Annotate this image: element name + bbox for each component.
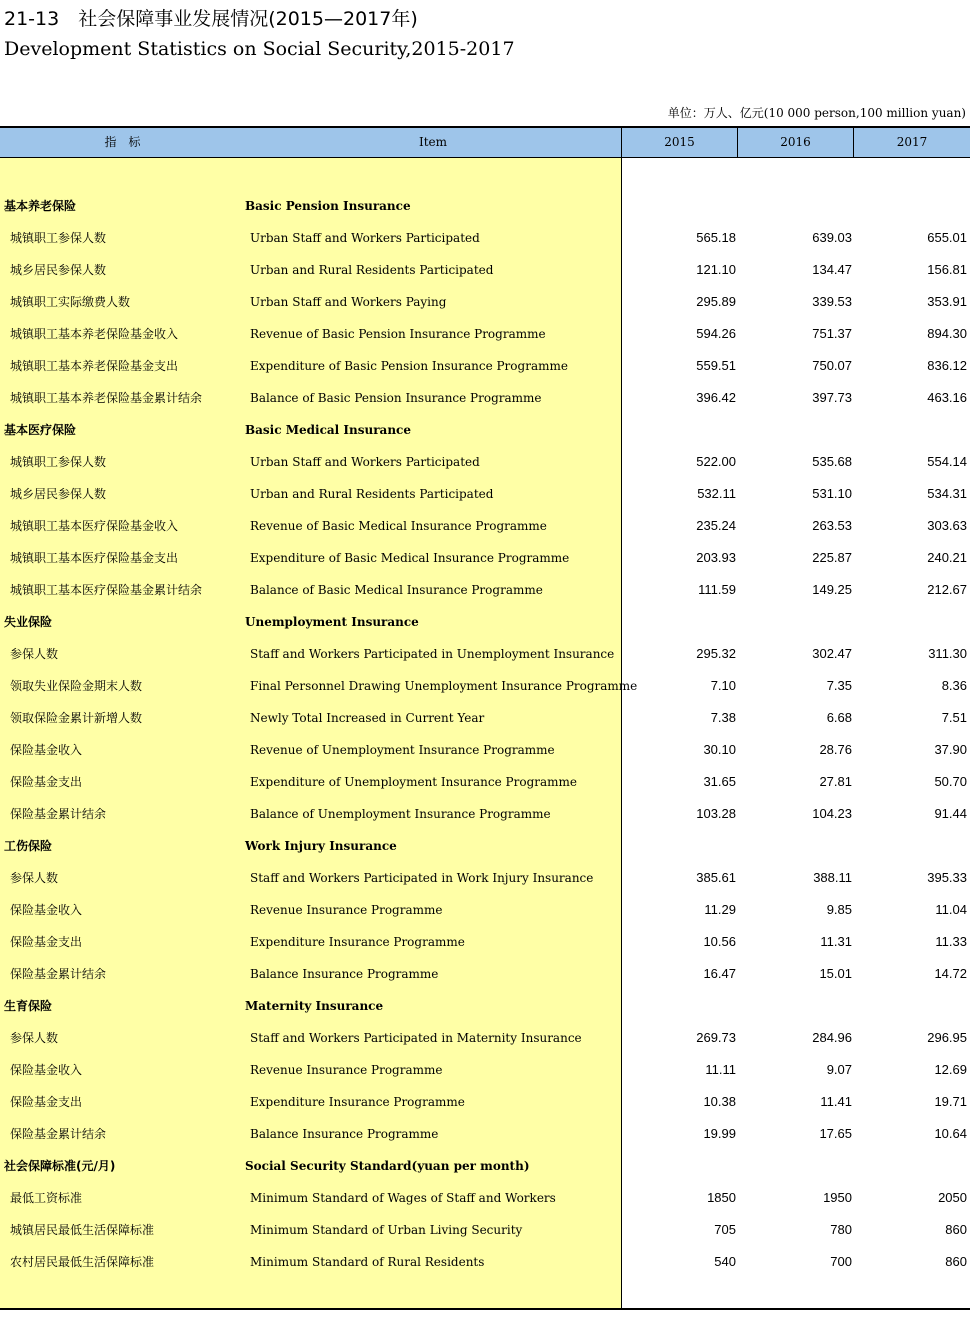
indicator-en: Revenue of Unemployment Insurance Programme [250, 743, 555, 757]
header-divider [621, 128, 622, 157]
statistics-table [0, 126, 970, 1310]
table-row [0, 510, 970, 542]
value-2016: 11.31 [820, 934, 852, 949]
indicator-cn: 社会保障标准(元/月) [4, 1159, 116, 1173]
indicator-cn: 城镇居民最低生活保障标准 [10, 1223, 155, 1237]
value-2016 [752, 830, 852, 862]
value-2017: 554.14 [927, 454, 967, 469]
indicator-en: Balance of Basic Pension Insurance Programme [250, 391, 542, 405]
indicator-cn: 参保人数 [10, 1031, 59, 1045]
value-2016: 1950 [823, 1190, 852, 1205]
header-divider [853, 128, 854, 157]
section-row [0, 414, 970, 446]
value-2016: 7.35 [826, 678, 852, 693]
indicator-en: Minimum Standard of Wages of Staff and Workers [250, 1191, 556, 1205]
value-2016: 263.53 [812, 518, 852, 533]
indicator-cn: 城镇职工基本养老保险基金支出 [10, 359, 179, 373]
header-item: Item [418, 135, 448, 149]
indicator-cn: 最低工资标准 [10, 1191, 83, 1205]
value-2015: 30.10 [703, 742, 736, 757]
page-title-en: Development Statistics on Social Security,2015-2017 [4, 38, 515, 60]
table-row [0, 926, 970, 958]
value-2016: 11.41 [820, 1094, 852, 1109]
value-2015: 559.51 [696, 358, 736, 373]
table-row [0, 350, 970, 382]
indicator-en: Balance of Basic Medical Insurance Programme [250, 583, 543, 597]
indicator-en: Urban Staff and Workers Participated [250, 231, 480, 245]
indicator-en: Newly Total Increased in Current Year [250, 711, 485, 725]
table-row [0, 798, 970, 830]
indicator-cn: 城乡居民参保人数 [10, 263, 107, 277]
indicator-en: Final Personnel Drawing Unemployment Insurance Programme [250, 679, 638, 693]
table-row [0, 478, 970, 510]
table-row [0, 1054, 970, 1086]
section-row [0, 606, 970, 638]
value-2016: 284.96 [812, 1030, 852, 1045]
indicator-en: Revenue Insurance Programme [250, 903, 443, 917]
value-2016: 302.47 [812, 646, 852, 661]
table-row [0, 638, 970, 670]
table-row [0, 894, 970, 926]
value-2016: 397.73 [812, 390, 852, 405]
indicator-en: Expenditure Insurance Programme [250, 935, 465, 949]
value-2017 [867, 414, 967, 446]
value-2016: 531.10 [812, 486, 852, 501]
value-2016: 9.07 [826, 1062, 852, 1077]
indicator-en: Basic Pension Insurance [245, 199, 411, 213]
value-2016: 17.65 [819, 1126, 852, 1141]
value-2015: 7.10 [710, 678, 736, 693]
value-2015: 522.00 [696, 454, 736, 469]
value-2017: 10.64 [934, 1126, 967, 1141]
indicator-cn: 保险基金支出 [10, 935, 83, 949]
value-2016 [752, 1150, 852, 1182]
value-2015: 396.42 [696, 390, 736, 405]
value-2016: 104.23 [812, 806, 852, 821]
table-row [0, 382, 970, 414]
indicator-en: Expenditure Insurance Programme [250, 1095, 465, 1109]
value-2015: 594.26 [696, 326, 736, 341]
value-2017: 860 [945, 1254, 967, 1269]
indicator-cn: 基本养老保险 [4, 199, 77, 213]
value-2016 [752, 414, 852, 446]
section-row [0, 990, 970, 1022]
indicator-en: Unemployment Insurance [245, 615, 419, 629]
indicator-cn: 保险基金收入 [10, 903, 83, 917]
value-2017 [867, 990, 967, 1022]
table-row [0, 1214, 970, 1246]
indicator-cn: 保险基金累计结余 [10, 807, 107, 821]
header-year-2015: 2015 [664, 135, 695, 149]
table-row [0, 734, 970, 766]
table-row [0, 702, 970, 734]
value-2017: 240.21 [927, 550, 967, 565]
value-2017: 91.44 [934, 806, 967, 821]
table-row [0, 574, 970, 606]
value-2017: 212.67 [927, 582, 967, 597]
indicator-en: Balance Insurance Programme [250, 1127, 439, 1141]
value-2016: 700 [830, 1254, 852, 1269]
table-header [0, 128, 970, 157]
value-2017: 156.81 [927, 262, 967, 277]
value-2017: 303.63 [927, 518, 967, 533]
value-2016: 225.87 [812, 550, 852, 565]
table-row [0, 446, 970, 478]
indicator-cn: 城镇职工基本医疗保险基金支出 [10, 551, 179, 565]
indicator-cn: 生育保险 [4, 999, 53, 1013]
value-2017: 2050 [938, 1190, 967, 1205]
value-2016: 780 [830, 1222, 852, 1237]
indicator-en: Urban Staff and Workers Paying [250, 295, 447, 309]
indicator-cn: 失业保险 [4, 615, 53, 629]
table-row [0, 766, 970, 798]
indicator-cn: 参保人数 [10, 647, 59, 661]
section-row [0, 1150, 970, 1182]
value-2015: 1850 [707, 1190, 736, 1205]
indicator-en: Social Security Standard(yuan per month) [245, 1159, 530, 1173]
indicator-en: Balance Insurance Programme [250, 967, 439, 981]
value-2015: 295.32 [696, 646, 736, 661]
value-2016: 28.76 [819, 742, 852, 757]
indicator-en: Revenue Insurance Programme [250, 1063, 443, 1077]
indicator-en: Minimum Standard of Urban Living Security [250, 1223, 523, 1237]
value-2016 [752, 990, 852, 1022]
indicator-cn: 城镇职工实际缴费人数 [10, 295, 131, 309]
table-row [0, 1182, 970, 1214]
value-2017: 37.90 [934, 742, 967, 757]
indicator-cn: 保险基金支出 [10, 1095, 83, 1109]
value-2017: 12.69 [934, 1062, 967, 1077]
table-row [0, 542, 970, 574]
indicator-cn: 保险基金收入 [10, 1063, 83, 1077]
value-2017: 860 [945, 1222, 967, 1237]
unit-note: 单位：万人、亿元(10 000 person,100 million yuan) [667, 106, 966, 120]
table-row [0, 1086, 970, 1118]
indicator-en: Balance of Unemployment Insurance Programme [250, 807, 551, 821]
value-2016: 535.68 [812, 454, 852, 469]
value-2017: 395.33 [927, 870, 967, 885]
indicator-cn: 城镇职工基本医疗保险基金累计结余 [10, 583, 203, 597]
value-2017: 8.36 [941, 678, 967, 693]
table-row [0, 1118, 970, 1150]
indicator-cn: 领取失业保险金期末人数 [10, 679, 143, 693]
value-2016: 339.53 [812, 294, 852, 309]
value-2016: 149.25 [812, 582, 852, 597]
section-row [0, 190, 970, 222]
indicator-cn: 城镇职工参保人数 [10, 455, 107, 469]
value-2017: 655.01 [927, 230, 967, 245]
value-2017: 353.91 [927, 294, 967, 309]
indicator-en: Urban and Rural Residents Participated [250, 263, 494, 277]
indicator-cn: 领取保险金累计新增人数 [10, 711, 143, 725]
indicator-en: Expenditure of Basic Medical Insurance Programme [250, 551, 570, 565]
indicator-cn: 城乡居民参保人数 [10, 487, 107, 501]
value-2017: 19.71 [934, 1094, 967, 1109]
value-2017: 311.30 [928, 646, 967, 661]
table-row [0, 958, 970, 990]
value-2016 [752, 190, 852, 222]
indicator-cn: 城镇职工基本养老保险基金收入 [10, 327, 179, 341]
value-2015: 203.93 [696, 550, 736, 565]
value-2017: 836.12 [927, 358, 967, 373]
table-row [0, 862, 970, 894]
indicator-en: Expenditure of Unemployment Insurance Programme [250, 775, 578, 789]
indicator-cn: 城镇职工参保人数 [10, 231, 107, 245]
value-2015: 235.24 [696, 518, 736, 533]
table-row [0, 670, 970, 702]
header-indicator: 指 标 [104, 135, 141, 149]
value-2017 [867, 606, 967, 638]
value-2015: 19.99 [703, 1126, 736, 1141]
value-2016: 27.81 [819, 774, 852, 789]
header-year-2016: 2016 [780, 135, 811, 149]
indicator-cn: 城镇职工基本养老保险基金累计结余 [10, 391, 203, 405]
indicator-cn: 城镇职工基本医疗保险基金收入 [10, 519, 179, 533]
header-year-2017: 2017 [896, 135, 928, 149]
value-2015: 11.11 [705, 1062, 736, 1077]
value-2017: 11.33 [935, 934, 967, 949]
value-2016: 750.07 [812, 358, 852, 373]
indicator-en: Staff and Workers Participated in Work Injury Insurance [250, 871, 594, 885]
header-divider [737, 128, 738, 157]
value-2017: 296.95 [927, 1030, 967, 1045]
value-2016: 388.11 [813, 870, 852, 885]
value-2017 [867, 1150, 967, 1182]
value-2017: 534.31 [927, 486, 967, 501]
table-row [0, 318, 970, 350]
indicator-en: Basic Medical Insurance [245, 423, 411, 437]
value-2017 [867, 190, 967, 222]
indicator-en: Maternity Insurance [245, 999, 384, 1013]
page-title-cn: 21-13 社会保障事业发展情况(2015—2017年) [4, 8, 418, 30]
indicator-en: Staff and Workers Participated in Unemployment Insurance [250, 647, 615, 661]
indicator-en: Staff and Workers Participated in Maternity Insurance [250, 1031, 582, 1045]
value-2015: 31.65 [703, 774, 736, 789]
value-2017 [867, 830, 967, 862]
value-2015: 11.29 [704, 902, 736, 917]
value-2016: 639.03 [812, 230, 852, 245]
value-2015 [636, 190, 736, 222]
indicator-cn: 农村居民最低生活保障标准 [10, 1255, 155, 1269]
value-2015 [636, 1150, 736, 1182]
indicator-en: Expenditure of Basic Pension Insurance Programme [250, 359, 568, 373]
value-2015: 540 [714, 1254, 736, 1269]
indicator-cn: 工伤保险 [4, 839, 53, 853]
value-2016: 9.85 [826, 902, 852, 917]
value-2017: 463.16 [927, 390, 967, 405]
indicator-en: Work Injury Insurance [245, 839, 397, 853]
value-2017: 14.72 [934, 966, 967, 981]
indicator-cn: 参保人数 [10, 871, 59, 885]
table-row [0, 1022, 970, 1054]
value-2015: 532.11 [697, 486, 736, 501]
value-2015: 111.59 [698, 582, 736, 597]
value-2016 [752, 606, 852, 638]
value-2016: 751.37 [812, 326, 852, 341]
value-2016: 134.47 [812, 262, 852, 277]
indicator-cn: 保险基金收入 [10, 743, 83, 757]
value-2015: 295.89 [696, 294, 736, 309]
value-2015 [636, 830, 736, 862]
value-2015 [636, 414, 736, 446]
table-row [0, 286, 970, 318]
value-2017: 50.70 [934, 774, 967, 789]
table-row [0, 1246, 970, 1278]
value-2017: 7.51 [941, 710, 967, 725]
value-2015: 103.28 [696, 806, 736, 821]
indicator-cn: 保险基金累计结余 [10, 1127, 107, 1141]
table-row [0, 254, 970, 286]
indicator-en: Revenue of Basic Pension Insurance Programme [250, 327, 546, 341]
indicator-cn: 保险基金支出 [10, 775, 83, 789]
indicator-cn: 基本医疗保险 [4, 423, 77, 437]
value-2015: 10.38 [703, 1094, 736, 1109]
value-2015: 16.47 [703, 966, 736, 981]
indicator-en: Revenue of Basic Medical Insurance Programme [250, 519, 547, 533]
value-2015: 7.38 [710, 710, 736, 725]
value-2015 [636, 990, 736, 1022]
indicator-en: Minimum Standard of Rural Residents [250, 1255, 485, 1269]
table-bottom-rule [0, 1308, 970, 1310]
value-2015: 565.18 [696, 230, 736, 245]
value-2015: 269.73 [696, 1030, 736, 1045]
indicator-en: Urban and Rural Residents Participated [250, 487, 494, 501]
indicator-en: Urban Staff and Workers Participated [250, 455, 480, 469]
value-2016: 15.01 [819, 966, 852, 981]
value-2017: 11.04 [935, 902, 967, 917]
value-2015: 705 [714, 1222, 736, 1237]
value-2015 [636, 606, 736, 638]
value-2015: 121.10 [696, 262, 736, 277]
section-row [0, 830, 970, 862]
value-2016: 6.68 [826, 710, 852, 725]
indicator-cn: 保险基金累计结余 [10, 967, 107, 981]
value-2015: 10.56 [703, 934, 736, 949]
value-2015: 385.61 [696, 870, 736, 885]
value-2017: 894.30 [927, 326, 967, 341]
table-row [0, 222, 970, 254]
